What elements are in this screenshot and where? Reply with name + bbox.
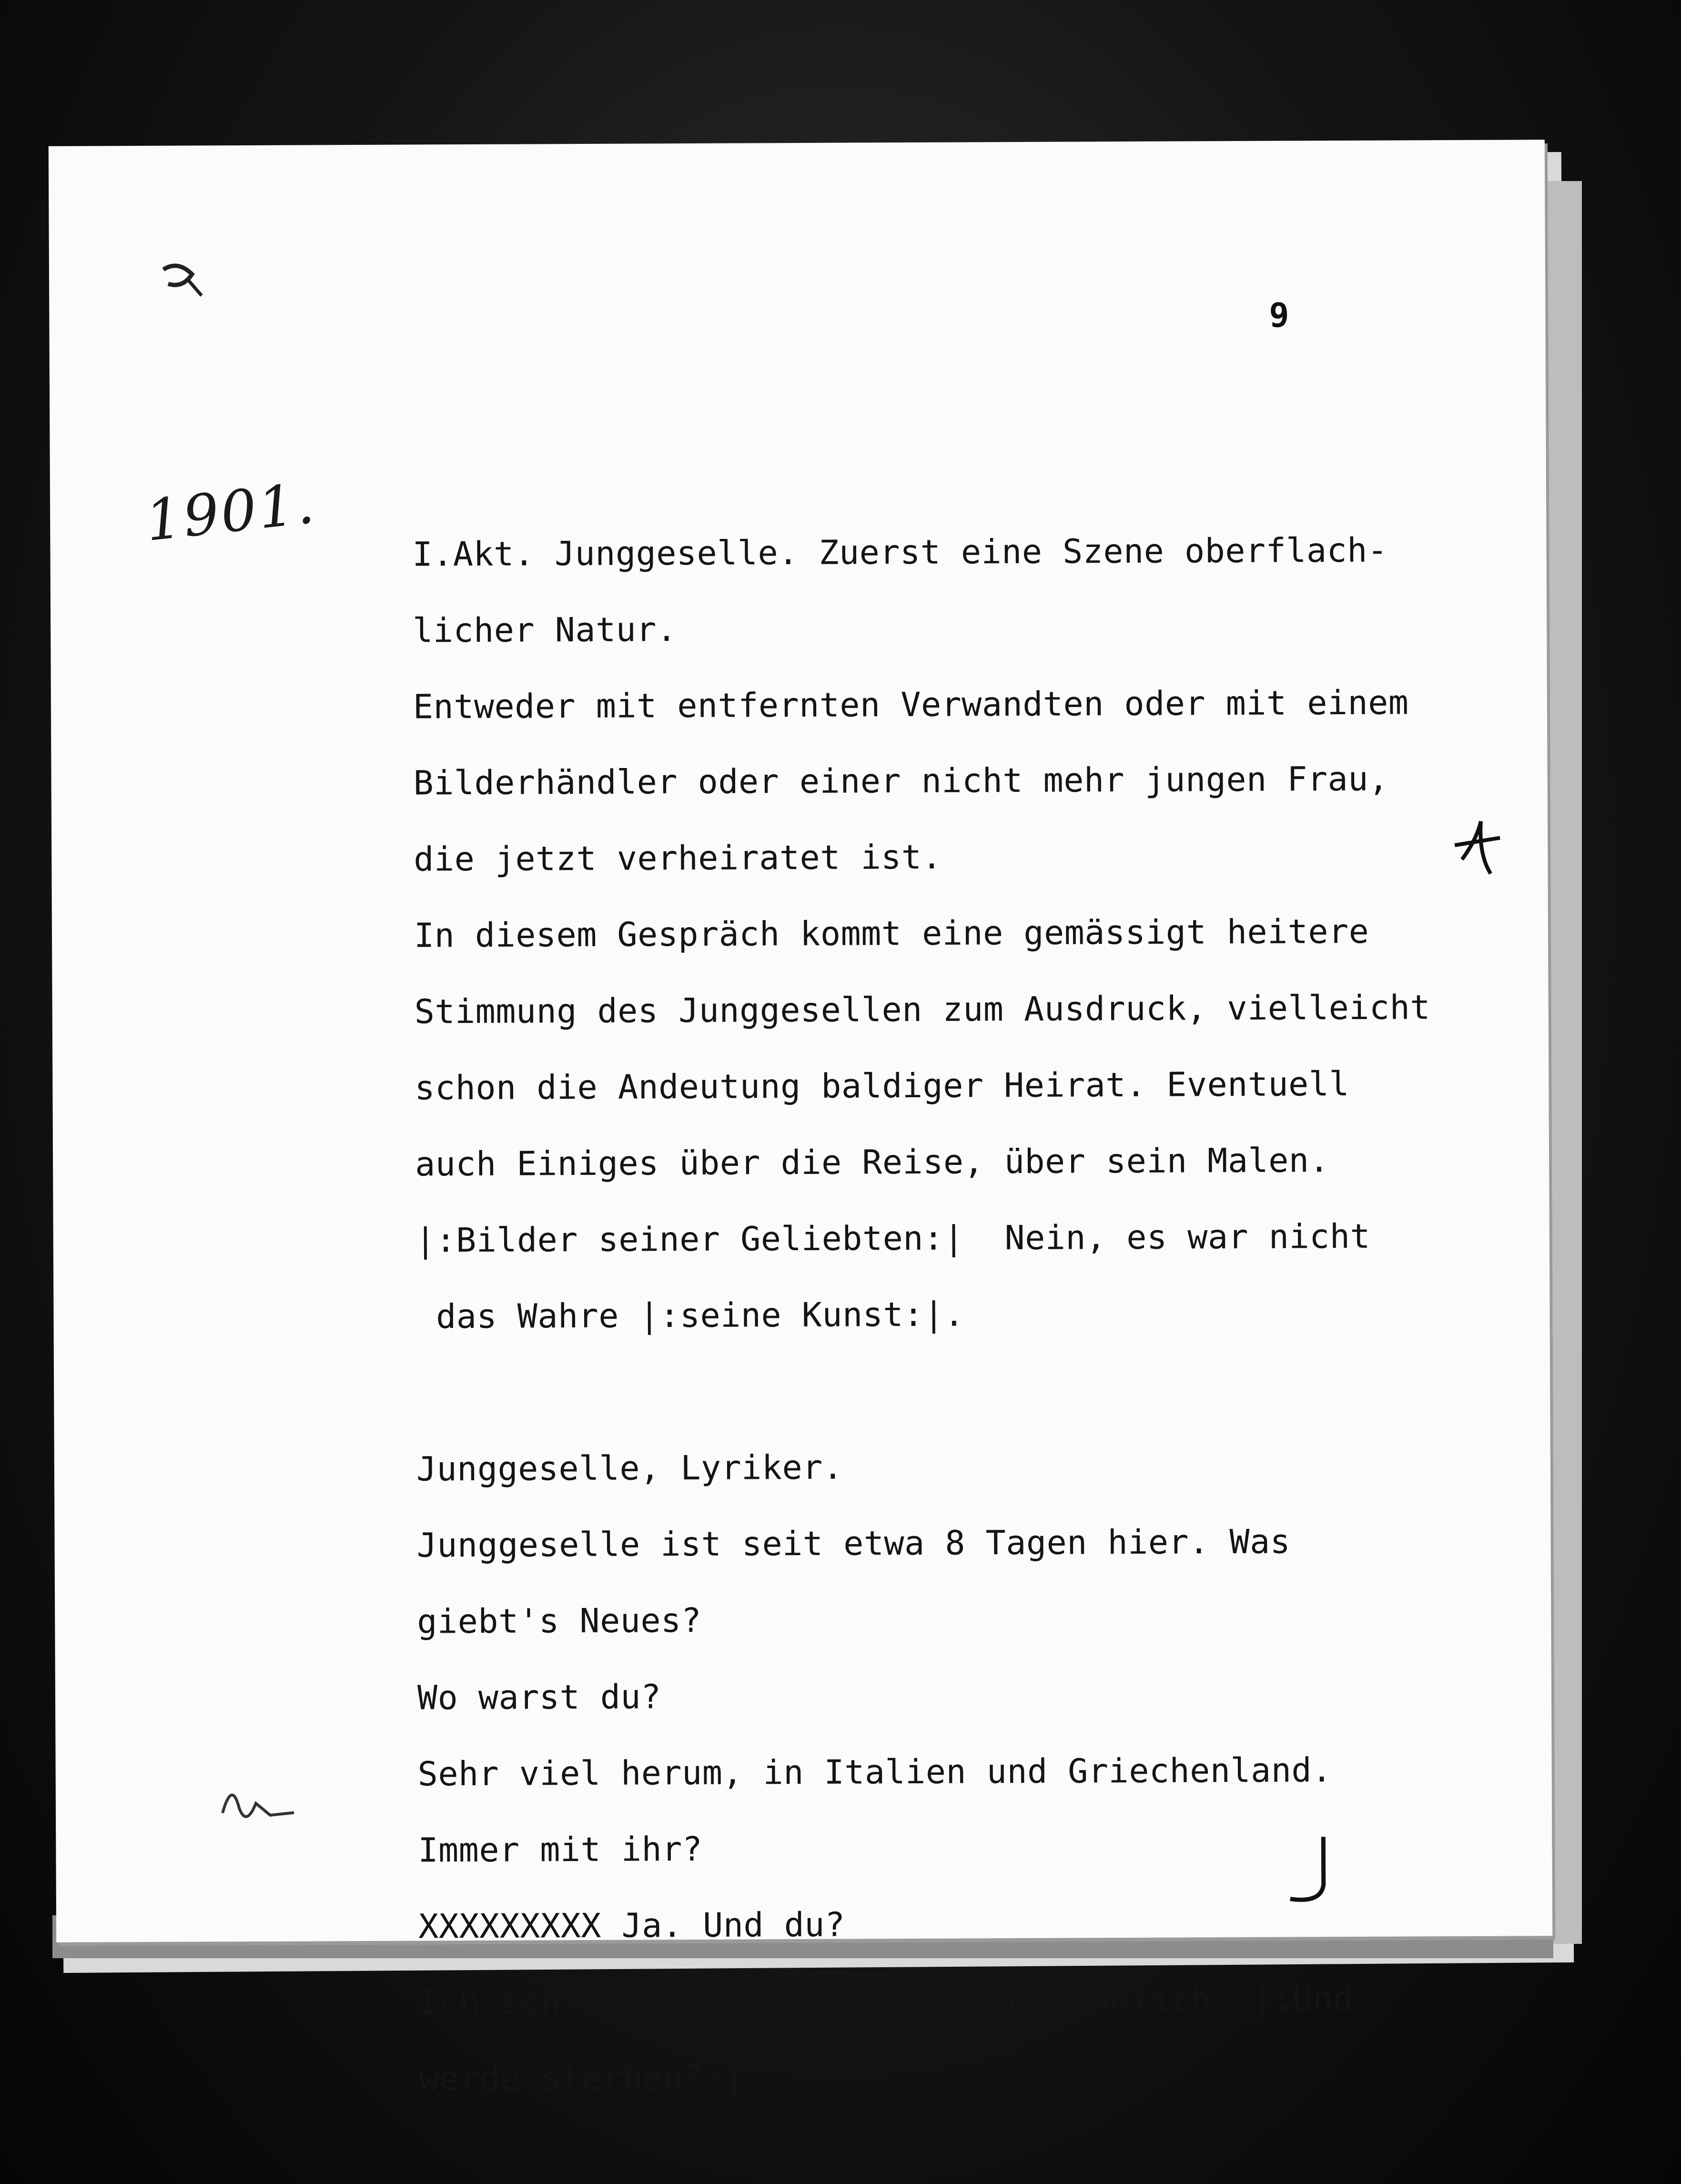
text-line: In diesem Gespräch kommt eine gemässigt heitere	[414, 911, 1369, 955]
page-number: 9	[1269, 295, 1289, 335]
text-line: die jetzt verheiratet ist.	[414, 837, 942, 879]
typed-text-body	[412, 511, 1529, 2117]
text-line: Junggeselle, Lyriker.	[416, 1447, 843, 1489]
text-line: das Wahre |:seine Kunst:|.	[415, 1294, 965, 1336]
text-line: Stimmung des Junggesellen zum Ausdruck, vielleicht	[414, 988, 1431, 1031]
text-line: auch Einiges über die Reise, über sein Malen.	[415, 1141, 1330, 1184]
text-line: |:Bilder seiner Geliebten:| Nein, es war nicht	[415, 1216, 1371, 1260]
typescript-page	[49, 140, 1552, 2099]
text-line: Bilderhändler oder einer nicht mehr jungen Frau,	[413, 759, 1389, 803]
blank-line	[416, 1350, 1527, 1431]
text-line: licher Natur.	[413, 610, 677, 650]
text-line: Ich schreibe - Gobelins, wie gewöhnlich. |:Und	[418, 1979, 1354, 2022]
text-line: Immer mit ihr?	[418, 1829, 703, 1870]
text-line: werde sterben?:|	[419, 2058, 744, 2099]
text-line: Junggeselle ist seit etwa 8 Tagen hier. Was	[416, 1522, 1291, 1565]
text-line: XXXXXXXXX Ja. Und du?	[418, 1905, 845, 1946]
pencil-mark-top-icon	[149, 250, 216, 308]
text-line: Sehr viel herum, in Italien und Griechenland.	[417, 1750, 1332, 1794]
text-line: Entweder mit entfernten Verwandten oder mit einem	[413, 683, 1409, 727]
handwritten-year: 1901.	[142, 470, 319, 554]
text-line: I.Akt. Junggeselle. Zuerst eine Szene oberflach-	[412, 530, 1388, 574]
text-line: giebt's Neues?	[417, 1600, 702, 1641]
text-line: schon die Andeutung baldiger Heirat. Eventuell	[415, 1064, 1350, 1108]
text-line: Wo warst du?	[417, 1677, 661, 1718]
pencil-scribble-left-icon	[213, 1775, 309, 1832]
